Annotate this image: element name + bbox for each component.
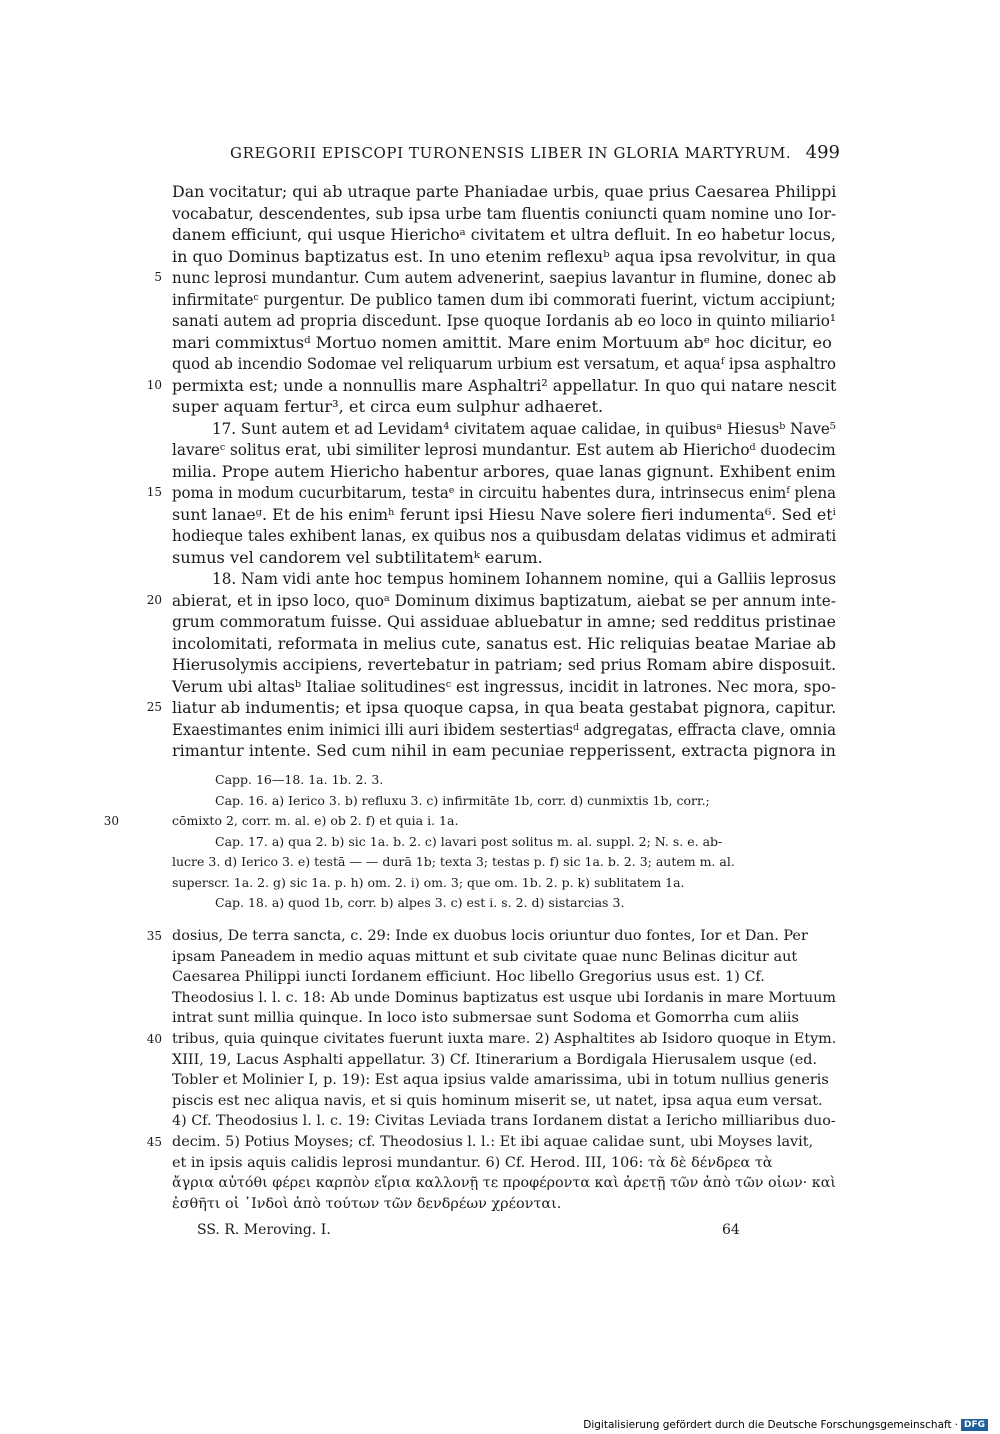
commentary-line (146, 1132, 836, 1153)
commentary-line (172, 1173, 836, 1194)
commentary-line (146, 1029, 837, 1050)
line-text: piscis est nec aliqua navis, et si quis hominum miserit se, ut natet, ipsa aqua eum versat. (172, 1092, 823, 1109)
digitization-credit: Digitalisierung gefördert durch die Deutsche Forschungsgemeinschaft · DFG (583, 1419, 988, 1431)
line-text: superscr. 1a. 2. g) sic 1a. p. h) om. 2. i) om. 3; que om. 1b. 2. p. k) sublitatem 1a. (172, 874, 685, 890)
text-line (146, 697, 837, 719)
apparatus-line (172, 852, 840, 873)
line-text: Verum ubi altasᵇ Italiae solitudinesᶜ est ingressus, incidit in latrones. Nec mora, spo- (172, 676, 836, 696)
signature-mark: SS. R. Meroving. I. (197, 1222, 331, 1238)
critical-apparatus (103, 770, 840, 914)
line-text: dosius, De terra sancta, c. 29: Inde ex duobus locis oriuntur duo fontes, Ior et Dan. Per (172, 928, 808, 944)
running-header (230, 144, 840, 166)
line-text: quod ab incendio Sodomae vel reliquarum urbium est versatum, et aquaᶠ ipsa asphaltro (172, 354, 837, 373)
line-text: poma in modum cucurbitarum, testaᵉ in circuitu habentes dura, intrinsecus enimᶠ plena (172, 483, 837, 502)
line-text: ἄγρια αὐτόθι φέρει καρπὸν εἴρια καλλονῇ τε προφέροντα καὶ ἀρετῇ τῶν ἀπὸ τῶν οἰων· καὶ (172, 1175, 837, 1192)
line-text: Exaestimantes enim inimici illi auri ibidem sestertiasᵈ adgregatas, effracta clave, omnia (172, 719, 836, 739)
commentary-line (172, 988, 836, 1009)
line-number: 5 (154, 270, 162, 284)
text-line (172, 332, 836, 354)
line-text: danem efficiunt, qui usque Hierichoᵃ civitatem et ultra defluit. In eo habetur locus, (172, 225, 836, 244)
credit-text: Digitalisierung gefördert durch die Deutsche Forschungsgemeinschaft (583, 1419, 952, 1431)
commentary-line (172, 1091, 836, 1112)
line-text: XIII, 19, Lacus Asphalti appellatur. 3) Cf. Itinerarium a Bordigala Hierusalem usque (ed. (172, 1051, 818, 1068)
line-text: sunt lanaeᵍ. Et de his enimʰ ferunt ipsi Hiesu Nave solere fieri indumenta⁶. Sed etⁱ (172, 504, 836, 524)
line-text: nunc leprosi mundantur. Cum autem advenerint, saepius lavantur in flumine, donec ab (172, 268, 837, 287)
text-line (172, 224, 836, 246)
line-text: Hierusolymis accipiens, revertebatur in patriam; sed prius Romam abire disposuit. (172, 655, 837, 674)
line-text: super aquam fertur³, et circa eum sulphur adhaeret. (172, 397, 604, 416)
line-text: vocabatur, descendentes, sub ipsa urbe tam fluentis coniuncti quam nomine uno Ior- (172, 203, 837, 223)
line-text: decim. 5) Potius Moyses; cf. Theodosius l. l.: Et ibi aquae calidae sunt, ubi Moyses lavit, (172, 1133, 814, 1150)
commentary-line (172, 1050, 836, 1071)
line-text: liatur ab indumentis; et ipsa quoque capsa, in qua beata gestabat pignora, capitur. (172, 698, 837, 717)
line-number: 20 (146, 592, 162, 607)
apparatus-line (103, 811, 840, 832)
text-line (154, 267, 837, 289)
commentary-line (172, 1194, 836, 1215)
commentary-line (146, 926, 836, 947)
text-line (172, 289, 836, 311)
line-text: Capp. 16—18. 1a. 1b. 2. 3. (215, 772, 384, 787)
line-text: rimantur intente. Sed cum nihil in eam pecuniae repperissent, extracta pignora in (172, 741, 836, 760)
commentary-notes (146, 926, 837, 1214)
running-title: GREGORII EPISCOPI TURONENSIS LIBER IN GLORIA MARTYRUM. (230, 144, 792, 162)
line-text: lavareᶜ solitus erat, ubi similiter leprosi mundantur. Est autem ab Hierichoᵈ duodecim (172, 440, 836, 459)
commentary-line (172, 1070, 836, 1091)
line-text: hodieque tales exhibent lanas, ex quibus nos a quibusdam delatas vidimus et admirati (172, 526, 837, 545)
line-text: Theodosius l. l. c. 18: Ab unde Dominus baptizatus est usque ubi Iordanis in mare Mortuum (172, 989, 836, 1006)
line-text: milia. Prope autem Hiericho habentur arbores, quae lanas gignunt. Exhibent enim (172, 461, 836, 481)
text-line (172, 353, 836, 375)
line-text: Cap. 18. a) quod 1b, corr. b) alpes 3. c) est i. s. 2. d) sistarcias 3. (215, 895, 625, 910)
line-text: Cap. 16. a) Ierico 3. b) refluxu 3. c) infirmitāte 1b, corr. d) cunmixtis 1b, corr.; (215, 792, 710, 808)
line-text: Tobler et Molinier I, p. 19): Est aqua ipsius valde amarissima, ubi in totum nullius generis (172, 1072, 829, 1089)
text-line (172, 611, 836, 633)
text-line (172, 396, 836, 418)
line-number: 40 (146, 1031, 162, 1046)
line-text: et in ipsis aquis calidis leprosi mundantur. 6) Cf. Herod. III, 106: τὰ δὲ δένδρεα τὰ (172, 1154, 773, 1171)
line-text: ipsam Paneadem in medio aquas mittunt et sub civitate quae nunc Belinas dicitur aut (172, 948, 798, 965)
text-line (172, 203, 836, 225)
line-text: mari commixtusᵈ Mortuo nomen amittit. Mare enim Mortuum abᵉ hoc dicitur, eo (172, 332, 832, 352)
text-line (172, 547, 836, 569)
text-line (172, 504, 836, 526)
line-text: 18. Nam vidi ante hoc tempus hominem Iohannem nomine, qui a Galliis leprosus (212, 569, 837, 588)
line-number: 30 (103, 814, 119, 828)
line-text: in quo Dominus baptizatus est. In uno etenim reflexuᵇ aqua ipsa revolvitur, in qua (172, 246, 837, 266)
commentary-line (172, 967, 836, 988)
commentary-line (172, 1111, 836, 1132)
text-line (172, 740, 836, 762)
sheet-number: 64 (722, 1222, 740, 1238)
line-text: permixta est; unde a nonnullis mare Asphaltri² appellatur. In quo qui natare nescit (172, 375, 837, 395)
main-text (146, 181, 837, 762)
text-line (146, 482, 837, 504)
line-text: abierat, et in ipso loco, quoᵃ Dominum diximus baptizatum, aiebat se per annum inte- (172, 590, 836, 610)
apparatus-line (215, 832, 840, 853)
line-text: grum commoratum fuisse. Qui assiduae abluebatur in amne; sed redditus pristinae (172, 612, 836, 631)
line-text: tribus, quia quinque civitates fuerunt iuxta mare. 2) Asphaltites ab Isidoro quoque in Etym. (172, 1030, 837, 1047)
text-line (172, 461, 836, 483)
apparatus-line (215, 893, 840, 914)
commentary-line (172, 947, 836, 968)
line-number: 45 (146, 1134, 162, 1149)
line-text: sanati autem ad propria discedunt. Ipse quoque Iordanis ab eo loco in quinto miliario¹ (172, 311, 836, 330)
line-text: ἐσθῆτι οἱ ᾿Ινδοὶ ἀπὸ τούτων τῶν δενδρέων χρέονται. (172, 1195, 562, 1212)
text-line (172, 310, 836, 332)
text-line (146, 375, 837, 397)
line-number: 15 (146, 485, 162, 499)
line-text: intrat sunt millia quinque. In loco isto submersae sunt Sodoma et Gomorrha cum aliis (172, 1010, 799, 1027)
text-line (172, 525, 836, 547)
apparatus-line (215, 770, 840, 791)
text-line (172, 439, 836, 461)
line-text: Caesarea Philippi iuncti Iordanem efficiunt. Hoc libello Gregorius usus est. 1) Cf. (172, 969, 765, 986)
line-text: lucre 3. d) Ierico 3. e) testā — — durā 1b; texta 3; testas p. f) sic 1a. b. 2. 3; autem m. al. (172, 854, 735, 869)
line-text: 4) Cf. Theodosius l. l. c. 19: Civitas Leviada trans Iordanem distat a Ierіcho milliaribus duo- (172, 1113, 836, 1130)
line-text: Dan vocitatur; qui ab utraque parte Phaniadae urbis, quae prius Caesarea Philippi (172, 182, 837, 201)
apparatus-line (215, 791, 840, 812)
line-text: 17. Sunt autem et ad Levidam⁴ civitatem aquae calidae, in quibusᵃ Hiesusᵇ Nave⁵ (212, 418, 836, 438)
line-text: sumus vel candorem vel subtilitatemᵏ earum. (172, 547, 543, 567)
text-line (172, 568, 836, 590)
text-line (172, 633, 836, 655)
text-line (172, 246, 836, 268)
commentary-line (172, 1008, 836, 1029)
line-text: cōmixto 2, corr. m. al. e) ob 2. f) et quia i. 1a. (172, 813, 459, 828)
text-line (146, 590, 836, 612)
text-line (172, 181, 836, 203)
page-number: 499 (805, 142, 840, 163)
text-line (172, 654, 836, 676)
dfg-logo: DFG (961, 1419, 988, 1431)
apparatus-line (172, 873, 840, 894)
text-line (172, 719, 836, 741)
line-text: Cap. 17. a) qua 2. b) sic 1a. b. 2. c) lavari post solitus m. al. suppl. 2; N. s. e. ab- (215, 833, 723, 849)
text-line (172, 676, 836, 698)
line-text: incolomitati, reformata in melius cute, sanatus est. Hic reliquias beatae Mariae ab (172, 633, 836, 653)
text-line (172, 418, 836, 440)
commentary-line (172, 1153, 836, 1174)
line-number: 35 (146, 929, 162, 943)
line-text: infirmitateᶜ purgentur. De publico tamen dum ibi commorati fuerint, victum accipiunt; (172, 289, 836, 309)
line-number: 10 (146, 377, 162, 392)
line-number: 25 (146, 700, 162, 714)
